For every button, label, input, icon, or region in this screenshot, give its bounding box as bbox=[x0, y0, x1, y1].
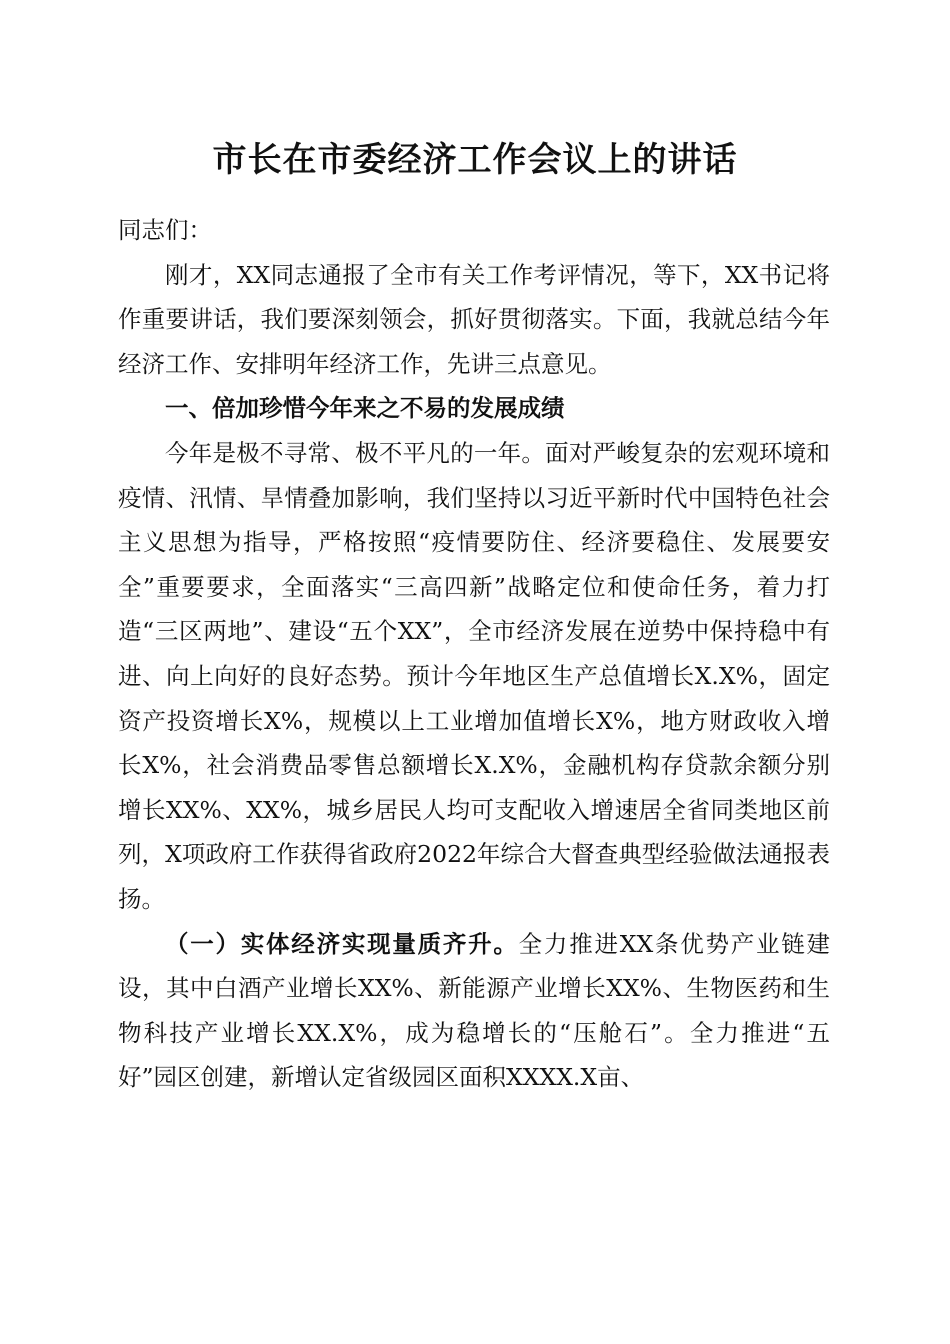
section-1-paragraph: 今年是极不寻常、极不平凡的一年。面对严峻复杂的宏观环境和疫情、汛情、旱情叠加影响，我们坚持以习近平新时代中国特色社会主义思想为指导，严格按照“疫情要防住、经济要稳住、发展要安全”重要要求，全面落实“三高四新”战略定位和使命任务，着力打造“三区两地”、建设“五个XX”，全市经济发展在逆势中保持稳中有进、向上向好的良好态势。预计今年地区生产总值增长X.X%，固定资产投资增长X%，规模以上工业增加值增长X%，地方财政收入增长X%，社会消费品零售总额增长X.X%，金融机构存贷款余额分别增长XX%、XX%，城乡居民人均可支配收入增速居全省同类地区前列，X项政府工作获得省政府2022年综合大督查典型经验做法通报表扬。 bbox=[118, 438, 830, 913]
document-body bbox=[118, 208, 830, 1100]
document-title: 市长在市委经济工作会议上的讲话 bbox=[212, 140, 738, 180]
section-heading-1: 一、倍加珍惜今年来之不易的发展成绩 bbox=[165, 394, 565, 423]
subsection-1-paragraph bbox=[118, 922, 830, 1100]
salutation: 同志们： bbox=[118, 216, 212, 244]
subsection-heading-1: （一）实体经济实现量质齐升。 bbox=[165, 929, 519, 958]
subsection-1-text: 全力推进XX条优势产业链建设，其中白酒产业增长XX%、新能源产业增长XX%、生物医药和生物科技产业增长XX.X%，成为稳增长的“压舱石”。全力推进“五好”园区创建，新增认定省级园区面积XXXX.X亩、 bbox=[118, 929, 831, 1092]
intro-paragraph: 刚才，XX同志通报了全市有关工作考评情况，等下，XX书记将作重要讲话，我们要深刻领会，抓好贯彻落实。下面，我就总结今年经济工作、安排明年经济工作，先讲三点意见。 bbox=[118, 260, 830, 378]
